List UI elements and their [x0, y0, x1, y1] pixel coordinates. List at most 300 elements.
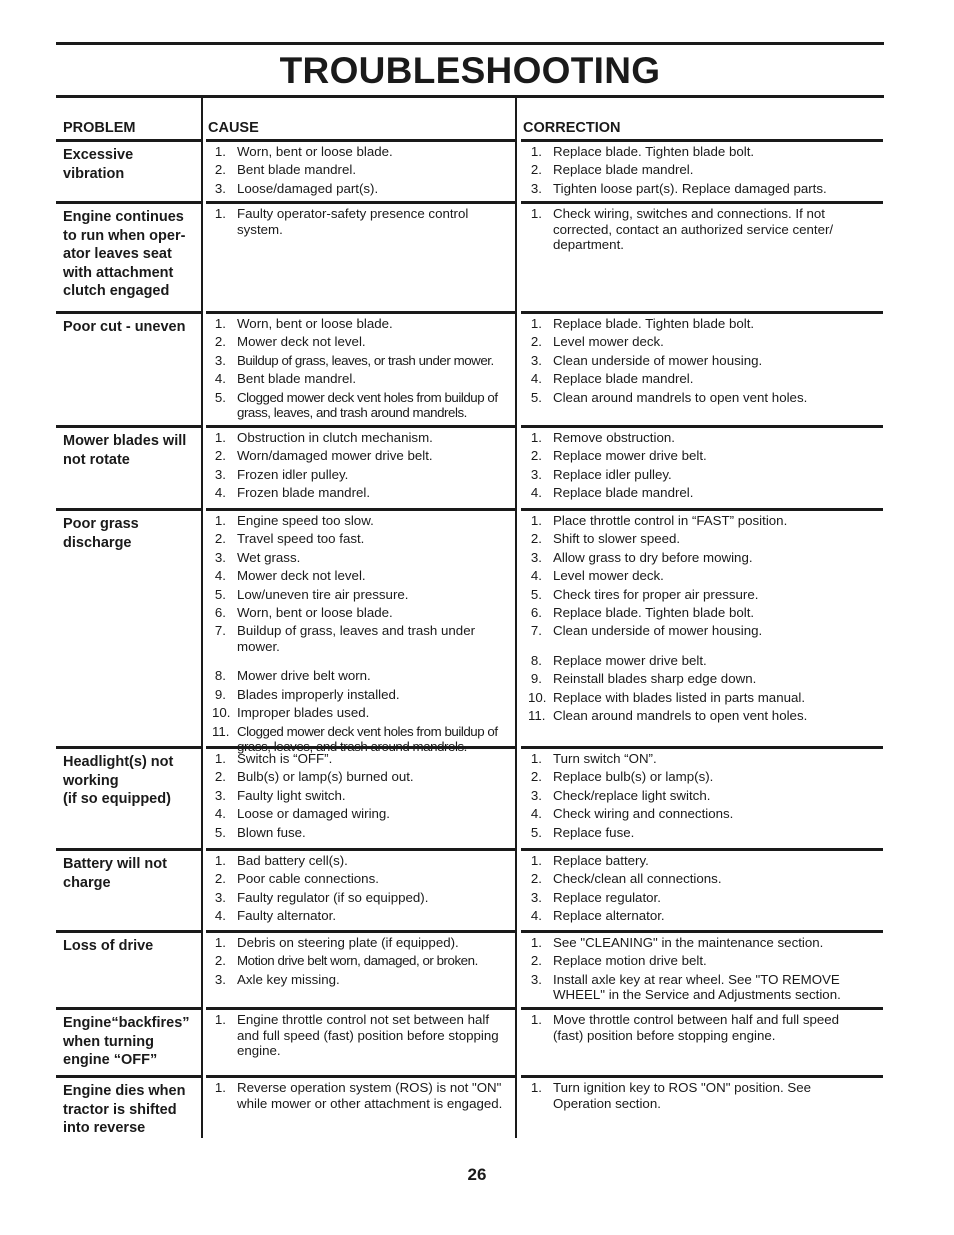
page-title: TROUBLESHOOTING [279, 50, 661, 91]
item-text: Check wiring and connections. [553, 806, 734, 822]
item-text: Replace bulb(s) or lamp(s). [553, 769, 714, 785]
item-number: 2. [530, 953, 542, 969]
item-text: Bent blade mandrel. [237, 162, 357, 178]
list-item [212, 972, 510, 988]
list-item [528, 708, 868, 724]
item-number: 4. [214, 908, 226, 924]
item-text: Engine throttle control not set between half and full speed (fast) position before stopping engine. [237, 1012, 499, 1058]
list-item [528, 806, 868, 822]
list-item [528, 690, 868, 706]
item-number: 8. [214, 668, 226, 684]
item-number: 5. [530, 586, 542, 602]
list-item [212, 668, 510, 684]
item-text: Low/uneven tire air pressure. [237, 586, 409, 602]
list-item [212, 353, 510, 369]
table-row [56, 746, 884, 848]
list-item [528, 467, 868, 483]
item-number: 4. [530, 371, 542, 387]
item-number: 2. [214, 448, 226, 464]
list-item [212, 390, 510, 421]
table-row [56, 201, 884, 311]
list-item [212, 181, 510, 197]
list-item [212, 623, 510, 654]
item-text: Turn switch “ON”. [553, 751, 657, 766]
item-text: Replace mower drive belt. [553, 652, 707, 668]
item-text: Clogged mower deck vent holes from buildup of grass, leaves, and trash around mandrels. [237, 389, 498, 421]
list-item [528, 316, 868, 332]
item-number: 1. [214, 144, 226, 159]
item-number: 7. [530, 623, 542, 639]
list-item [528, 390, 868, 406]
item-number: 1. [214, 430, 226, 445]
item-number: 11. [528, 708, 546, 724]
item-text: Debris on steering plate (if equipped). [237, 935, 459, 950]
list-item [528, 1012, 868, 1043]
item-text: Remove obstruction. [553, 430, 675, 445]
row-rule [56, 425, 201, 428]
row-rule [521, 201, 883, 204]
item-number: 1. [530, 206, 542, 221]
item-number: 6. [530, 604, 542, 620]
list-item [528, 853, 868, 869]
list-item [212, 513, 510, 529]
item-number: 3. [214, 787, 226, 803]
item-number: 1. [530, 513, 542, 528]
list-item [212, 316, 510, 332]
list-item [212, 467, 510, 483]
problem-cell: Battery will not charge [63, 856, 167, 891]
row-rule [521, 930, 883, 933]
item-number: 2. [530, 334, 542, 350]
list-item [528, 587, 868, 603]
list-item [212, 371, 510, 387]
table-row [56, 1007, 884, 1075]
item-number: 4. [530, 485, 542, 501]
row-rule [206, 930, 516, 933]
list-item [528, 653, 868, 669]
item-text: Allow grass to dry before mowing. [553, 549, 753, 565]
list-item [212, 769, 510, 785]
list-item [528, 206, 868, 253]
title-rule [56, 95, 884, 98]
item-text: Faulty light switch. [237, 787, 346, 803]
item-text: Buildup of grass, leaves and trash under mower. [237, 623, 476, 654]
item-text: Level mower deck. [553, 334, 664, 350]
header-cause: CAUSE [208, 120, 259, 136]
item-text: Reverse operation system (ROS) is not "ON" while mower or other attachment is engaged. [237, 1080, 503, 1111]
item-number: 3. [530, 466, 542, 482]
row-rule [206, 508, 516, 511]
list-item [528, 769, 868, 785]
item-number: 3. [530, 971, 542, 987]
item-text: Replace battery. [553, 853, 649, 868]
item-text: Wet grass. [237, 549, 301, 565]
item-text: Bulb(s) or lamp(s) burned out. [237, 769, 414, 785]
table-row [56, 425, 884, 508]
list-item [212, 751, 510, 767]
row-rule [521, 508, 883, 511]
item-text: Place throttle control in “FAST” position. [553, 513, 788, 528]
row-rule [521, 139, 883, 142]
correction-list [528, 751, 868, 843]
item-number: 1. [214, 935, 226, 950]
item-text: Bad battery cell(s). [237, 853, 348, 868]
list-item [212, 605, 510, 621]
list-item [212, 531, 510, 547]
page-number: 26 [467, 1165, 487, 1184]
list-item [212, 550, 510, 566]
item-number: 1. [530, 751, 542, 766]
item-text: Clean around mandrels to open vent holes. [553, 708, 808, 724]
list-item [212, 953, 510, 969]
item-number: 4. [214, 568, 226, 584]
list-item [528, 531, 868, 547]
item-text: Reinstall blades sharp edge down. [553, 671, 757, 687]
list-item [528, 953, 868, 969]
item-text: Buildup of grass, leaves, or trash under mower. [237, 352, 494, 368]
item-number: 3. [530, 352, 542, 368]
item-number: 2. [214, 334, 226, 350]
list-item [528, 513, 868, 529]
list-item [212, 908, 510, 924]
list-item [212, 587, 510, 603]
cause-list [212, 206, 510, 240]
item-text: Mower drive belt worn. [237, 668, 371, 684]
list-item [528, 908, 868, 924]
list-item [212, 448, 510, 464]
list-item [528, 353, 868, 369]
item-text: Clogged mower deck vent holes from buildup of [237, 723, 498, 739]
item-number: 3. [530, 549, 542, 565]
item-text: Tighten loose part(s). Replace damaged parts. [553, 180, 827, 196]
list-item [212, 687, 510, 703]
list-item [212, 334, 510, 350]
row-rule [521, 1075, 883, 1078]
list-item [528, 568, 868, 584]
list-item [212, 485, 510, 501]
item-text: Replace blade mandrel. [553, 485, 694, 501]
problem-cell: Mower blades will not rotate [63, 433, 187, 468]
item-text: Loose or damaged wiring. [237, 806, 391, 822]
item-number: 2. [530, 871, 542, 887]
row-rule [56, 139, 201, 142]
row-rule [56, 508, 201, 511]
table-row [56, 508, 884, 746]
table-row [56, 848, 884, 930]
item-text: Replace alternator. [553, 908, 665, 924]
item-number: 2. [530, 531, 542, 547]
list-item [528, 751, 868, 767]
item-number: 6. [214, 604, 226, 620]
item-number: 3. [214, 971, 226, 987]
item-text: Loose/damaged part(s). [237, 180, 379, 196]
item-number: 4. [530, 908, 542, 924]
item-text: Obstruction in clutch mechanism. [237, 430, 433, 445]
item-text: Check tires for proper air pressure. [553, 586, 759, 602]
list-item [528, 972, 868, 1003]
item-text: Blown fuse. [237, 824, 306, 840]
item-number: 3. [214, 466, 226, 482]
item-number: 3. [214, 889, 226, 905]
problem-cell: Poor cut - uneven [63, 319, 186, 335]
item-number: 1. [214, 1012, 226, 1027]
list-item [212, 162, 510, 178]
list-item [212, 853, 510, 869]
item-text: Replace with blades listed in parts manual. [553, 689, 806, 705]
item-text: Worn/damaged mower drive belt. [237, 448, 433, 464]
item-number: 2. [214, 769, 226, 785]
row-rule [56, 1075, 201, 1078]
list-item [212, 1012, 510, 1059]
item-number: 11. [212, 723, 230, 739]
item-text: Replace regulator. [553, 889, 661, 905]
item-text: Install axle key at rear wheel. See "TO REMOVE WHEEL" in the Service and Adjustments section. [553, 971, 841, 1003]
item-text: Replace blade mandrel. [553, 162, 694, 178]
problem-cell: Engine continues to run when oper- ator leaves seat with attachment clutch engaged [63, 209, 186, 299]
list-item [528, 334, 868, 350]
item-text: Clean underside of mower housing. [553, 623, 763, 639]
table-row [56, 930, 884, 1007]
item-number: 5. [214, 586, 226, 602]
item-number: 3. [214, 549, 226, 565]
item-number: 3. [214, 180, 226, 196]
list-item [212, 430, 510, 446]
item-number: 1. [214, 751, 226, 766]
row-rule [56, 930, 201, 933]
item-number: 4. [214, 371, 226, 387]
item-text: Switch is “OFF”. [237, 751, 333, 766]
correction-list [528, 144, 868, 199]
cause-list [212, 430, 510, 504]
item-number: 1. [530, 430, 542, 445]
item-number: 4. [530, 806, 542, 822]
item-text: Worn, bent or loose blade. [237, 604, 393, 620]
item-text: Worn, bent or loose blade. [237, 316, 393, 331]
item-number: 3. [530, 787, 542, 803]
item-text: Faulty operator-safety presence control system. [237, 206, 469, 237]
item-number: 10. [528, 689, 547, 705]
item-number: 2. [214, 162, 226, 178]
item-number: 9. [530, 671, 542, 687]
item-number: 1. [214, 206, 226, 221]
item-number: 1. [530, 144, 542, 159]
item-text: Replace fuse. [553, 824, 635, 840]
list-item [212, 206, 510, 237]
item-text: Travel speed too fast. [237, 531, 365, 547]
item-number: 5. [530, 389, 542, 405]
list-item [528, 448, 868, 464]
list-item [528, 935, 868, 951]
item-number: 5. [214, 824, 226, 840]
item-number: 1. [214, 853, 226, 868]
row-rule [206, 139, 516, 142]
list-item [528, 605, 868, 621]
list-item [212, 825, 510, 841]
item-text: Move throttle control between half and full speed (fast) position before stopping engine. [553, 1012, 840, 1043]
item-text: Replace blade mandrel. [553, 371, 694, 387]
item-text: Bent blade mandrel. [237, 371, 357, 387]
item-text: Motion drive belt worn, damaged, or broken. [237, 953, 478, 969]
list-item [528, 485, 868, 501]
row-rule [56, 311, 201, 314]
item-number: 7. [214, 623, 226, 639]
row-rule [206, 425, 516, 428]
cause-list [212, 1080, 510, 1114]
item-number: 8. [530, 652, 542, 668]
correction-list [528, 1012, 868, 1046]
item-text: Turn ignition key to ROS "ON" position. See Operation section. [553, 1080, 812, 1111]
item-number: 4. [214, 485, 226, 501]
list-item [212, 568, 510, 584]
list-item [212, 788, 510, 804]
item-text: Replace mower drive belt. [553, 448, 707, 464]
item-number: 3. [214, 352, 226, 368]
correction-list [528, 935, 868, 1006]
item-text: Replace blade. Tighten blade bolt. [553, 144, 755, 159]
item-number: 9. [214, 686, 226, 702]
list-item [528, 162, 868, 178]
list-item [528, 788, 868, 804]
item-text: See "CLEANING" in the maintenance section. [553, 935, 824, 950]
table-row [56, 311, 884, 425]
item-text: Improper blades used. [237, 705, 370, 721]
list-item [528, 671, 868, 687]
row-rule [56, 201, 201, 204]
item-number: 2. [530, 162, 542, 178]
correction-list [528, 853, 868, 927]
header-correction: CORRECTION [523, 120, 621, 136]
row-rule [521, 1007, 883, 1010]
item-text: Faulty alternator. [237, 908, 337, 924]
list-item [528, 371, 868, 387]
row-rule [206, 201, 516, 204]
item-text: Clean underside of mower housing. [553, 352, 763, 368]
item-number: 1. [214, 316, 226, 331]
item-text: Worn, bent or loose blade. [237, 144, 393, 159]
cause-list [212, 144, 510, 199]
item-text: Engine speed too slow. [237, 513, 374, 528]
list-item [212, 871, 510, 887]
correction-list [528, 513, 868, 726]
problem-cell: Poor grass discharge [63, 516, 139, 551]
cause-list [212, 935, 510, 990]
row-rule [521, 848, 883, 851]
list-item [212, 1080, 510, 1111]
top-rule [56, 42, 884, 45]
table-row [56, 1075, 884, 1138]
item-number: 10. [212, 705, 231, 721]
list-item [528, 144, 868, 160]
list-item [528, 825, 868, 841]
cause-list [212, 513, 510, 757]
header-problem: PROBLEM [63, 120, 136, 136]
list-item [528, 623, 868, 639]
row-rule [521, 311, 883, 314]
item-text: Shift to slower speed. [553, 531, 681, 547]
item-text: Poor cable connections. [237, 871, 379, 887]
problem-cell: Loss of drive [63, 938, 154, 954]
item-number: 5. [530, 824, 542, 840]
cause-list [212, 316, 510, 423]
correction-list [528, 430, 868, 504]
correction-list [528, 316, 868, 408]
list-item [528, 550, 868, 566]
item-number: 1. [530, 1080, 542, 1095]
item-text: Clean around mandrels to open vent holes. [553, 389, 808, 405]
list-item [528, 871, 868, 887]
item-number: 2. [214, 531, 226, 547]
list-item [212, 806, 510, 822]
problem-cell: Excessive vibration [63, 147, 134, 182]
row-rule [56, 746, 201, 749]
item-number: 2. [530, 769, 542, 785]
list-item [212, 890, 510, 906]
item-text: Faulty regulator (if so equipped). [237, 889, 429, 905]
item-number: 4. [530, 568, 542, 584]
item-number: 1. [530, 1012, 542, 1027]
item-text: Axle key missing. [237, 971, 340, 987]
row-rule [521, 746, 883, 749]
item-text: Mower deck not level. [237, 334, 366, 350]
cause-list [212, 751, 510, 843]
item-number: 2. [530, 448, 542, 464]
item-text: Replace motion drive belt. [553, 953, 707, 969]
row-rule [206, 1007, 516, 1010]
list-item [212, 144, 510, 160]
item-number: 1. [530, 935, 542, 950]
item-text: Check wiring, switches and connections. If not corrected, contact an authorized service center/ department. [553, 206, 834, 252]
item-text: Mower deck not level. [237, 568, 366, 584]
item-text: Replace idler pulley. [553, 466, 672, 482]
item-number: 4. [214, 806, 226, 822]
item-number: 3. [530, 889, 542, 905]
item-text: Frozen blade mandrel. [237, 485, 371, 501]
correction-list [528, 206, 868, 255]
item-number: 2. [214, 871, 226, 887]
cause-list [212, 853, 510, 927]
item-number: 1. [530, 853, 542, 868]
item-text: Blades improperly installed. [237, 686, 400, 702]
row-rule [206, 746, 516, 749]
item-text: Replace blade. Tighten blade bolt. [553, 316, 755, 331]
cause-list [212, 1012, 510, 1061]
correction-list [528, 1080, 868, 1114]
row-rule [521, 425, 883, 428]
problem-cell: Headlight(s) not working (if so equipped) [63, 754, 174, 807]
row-rule [206, 848, 516, 851]
item-text: Check/replace light switch. [553, 787, 711, 803]
list-item [212, 935, 510, 951]
list-item [212, 705, 510, 721]
row-rule [206, 1075, 516, 1078]
row-rule [206, 311, 516, 314]
problem-cell: Engine“backfires” when turning engine “OFF” [63, 1015, 190, 1068]
table-row [56, 139, 884, 201]
list-item [528, 430, 868, 446]
list-item [528, 181, 868, 197]
list-item [528, 1080, 868, 1111]
item-number: 1. [530, 316, 542, 331]
item-number: 1. [214, 513, 226, 528]
item-text: Replace blade. Tighten blade bolt. [553, 604, 755, 620]
row-rule [56, 1007, 201, 1010]
item-number: 3. [530, 180, 542, 196]
list-item [528, 890, 868, 906]
item-number: 1. [214, 1080, 226, 1095]
item-number: 5. [214, 389, 226, 405]
item-number: 2. [214, 953, 226, 969]
item-text: Frozen idler pulley. [237, 466, 349, 482]
